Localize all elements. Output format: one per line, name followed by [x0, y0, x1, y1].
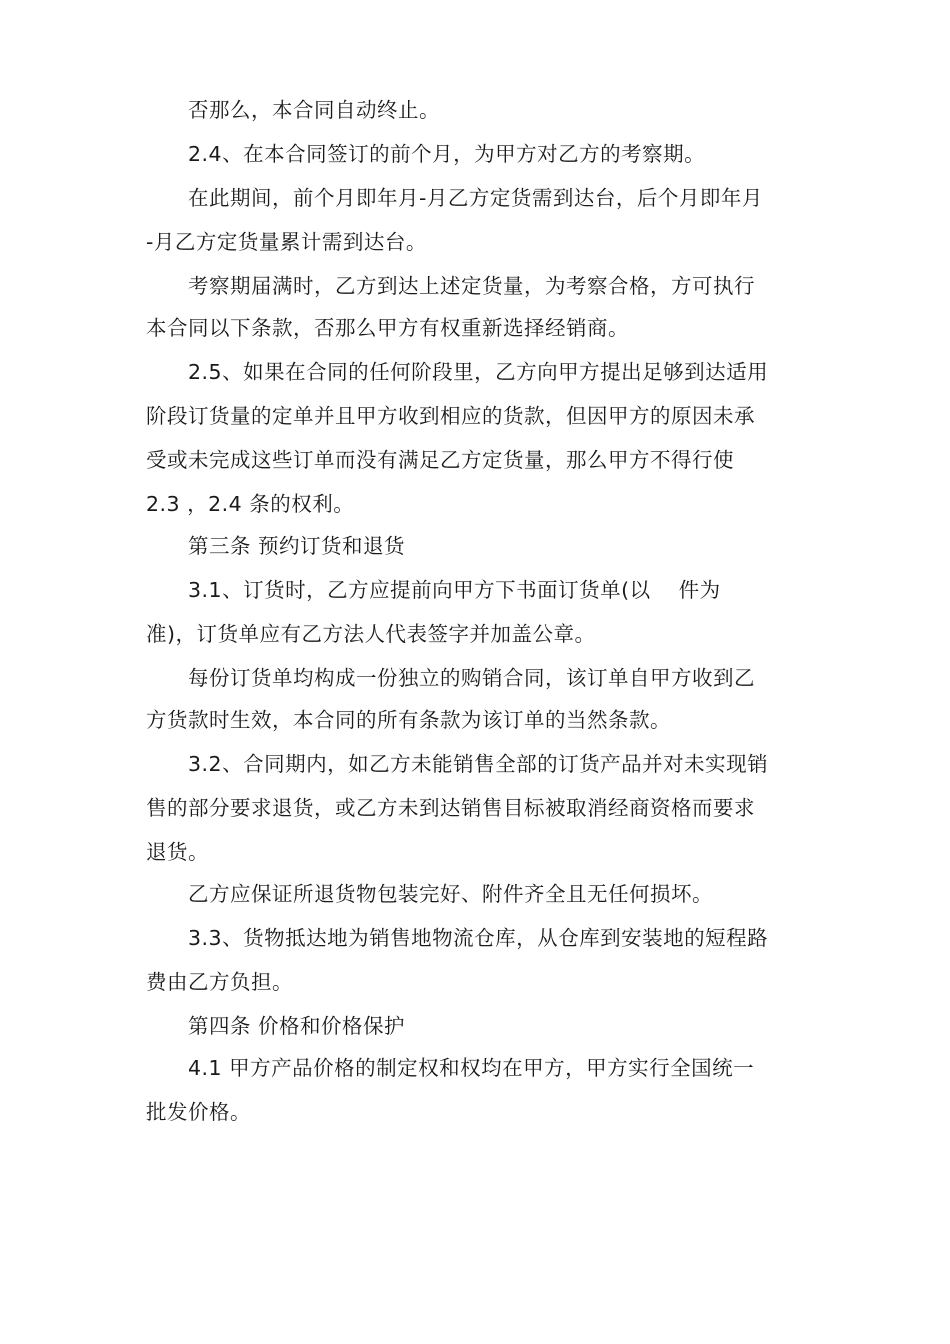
text-line: 2.4、在本合同签订的前个月，为甲方对乙方的考察期。: [188, 142, 706, 166]
text-line: 本合同以下条款，否那么甲方有权重新选择经销商。: [146, 316, 629, 340]
text-line: 每份订货单均构成一份独立的购销合同，该订单自甲方收到乙: [188, 666, 755, 690]
text-line: -月乙方定货量累计需到达台。: [146, 230, 427, 254]
text-line: 在此期间，前个月即年月-月乙方定货需到达台，后个月即年月: [188, 186, 763, 210]
text-line: 3.3、货物抵达地为销售地物流仓库，从仓库到安装地的短程路: [188, 926, 769, 950]
text-line: 售的部分要求退货，或乙方未到达销售目标被取消经商资格而要求: [146, 796, 755, 820]
text-line: 准)，订货单应有乙方法人代表签字并加盖公章。: [146, 622, 596, 646]
text-line: 乙方应保证所退货物包装完好、附件齐全且无任何损坏。: [188, 882, 713, 906]
text-line: 否那么，本合同自动终止。: [188, 98, 440, 122]
section-heading: 第三条 预约订货和退货: [188, 534, 406, 558]
section-heading: 第四条 价格和价格保护: [188, 1014, 406, 1038]
text-line: 批发价格。: [146, 1100, 251, 1124]
text-line: 2.5、如果在合同的任何阶段里，乙方向甲方提出足够到达适用: [188, 360, 769, 384]
text-line: 受或未完成这些订单而没有满足乙方定货量，那么甲方不得行使: [146, 448, 734, 472]
text-line: 阶段订货量的定单并且甲方收到相应的货款，但因甲方的原因未承: [146, 404, 755, 428]
text-line: 3.2、合同期内，如乙方未能销售全部的订货产品并对未实现销: [188, 752, 769, 776]
text-line: 2.3 ，2.4 条的权利。: [146, 492, 355, 516]
text-line: 考察期届满时，乙方到达上述定货量，为考察合格，方可执行: [188, 274, 755, 298]
text-line: 费由乙方负担。: [146, 970, 293, 994]
text-line: 退货。: [146, 840, 209, 864]
text-line: 方货款时生效，本合同的所有条款为该订单的当然条款。: [146, 708, 671, 732]
text-line: 3.1、订货时，乙方应提前向甲方下书面订货单(以 件为: [188, 578, 721, 602]
text-line: 4.1 甲方产品价格的制定权和权均在甲方，甲方实行全国统一: [188, 1056, 755, 1080]
